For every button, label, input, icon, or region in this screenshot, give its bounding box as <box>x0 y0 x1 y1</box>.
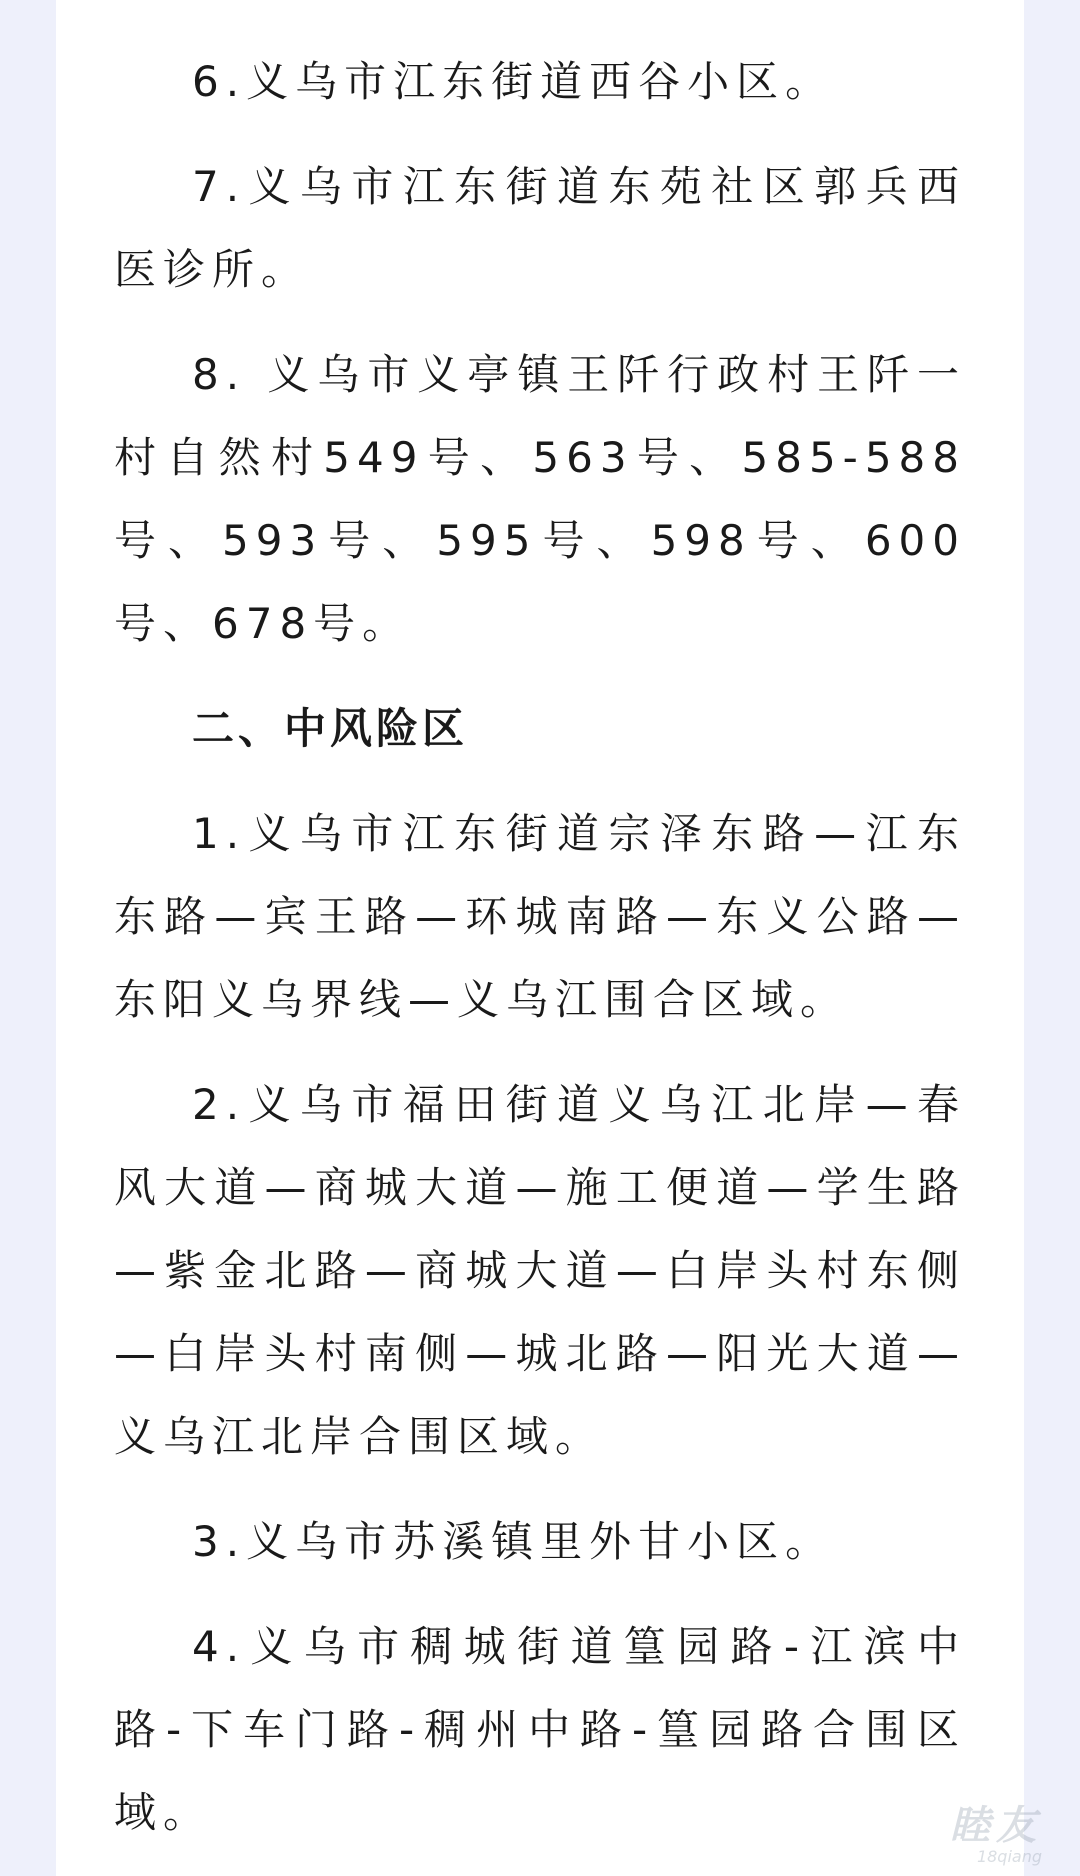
section-heading: 二、中风险区 <box>192 704 469 753</box>
medium-risk-item-3: 3.义乌市苏溪镇里外甘小区。 <box>192 1517 835 1566</box>
paragraph-7: 7.义乌市江东街道东苑社区郭兵西医诊所。 <box>114 162 966 294</box>
medium-risk-item-2: 2.义乌市福田街道义乌江北岸—春风大道—商城大道—施工便道—学生路—紫金北路—商城大道—白岸头村东侧—白岸头村南侧—城北路—阳光大道—义乌江北岸合围区域。 <box>114 1080 966 1461</box>
paragraph-6: 6.义乌市江东街道西谷小区。 <box>192 57 835 106</box>
medium-risk-item-4: 4.义乌市稠城街道篁园路-江滨中路-下车门路-稠州中路-篁园路合围区域。 <box>114 1622 966 1837</box>
article-body <box>114 40 966 1876</box>
article-page <box>56 0 1024 1876</box>
watermark-main: 睦友 <box>950 1803 1042 1849</box>
paragraph-8: 8. 义乌市义亭镇王阡行政村王阡一村自然村549号、563号、585-588号、593号、595号、598号、600号、678号。 <box>114 350 966 648</box>
medium-risk-item-1: 1.义乌市江东街道宗泽东路—江东东路—宾王路—环城南路—东义公路—东阳义乌界线—义乌江围合区域。 <box>114 809 966 1024</box>
watermark-sub: 18qiang <box>976 1847 1042 1866</box>
